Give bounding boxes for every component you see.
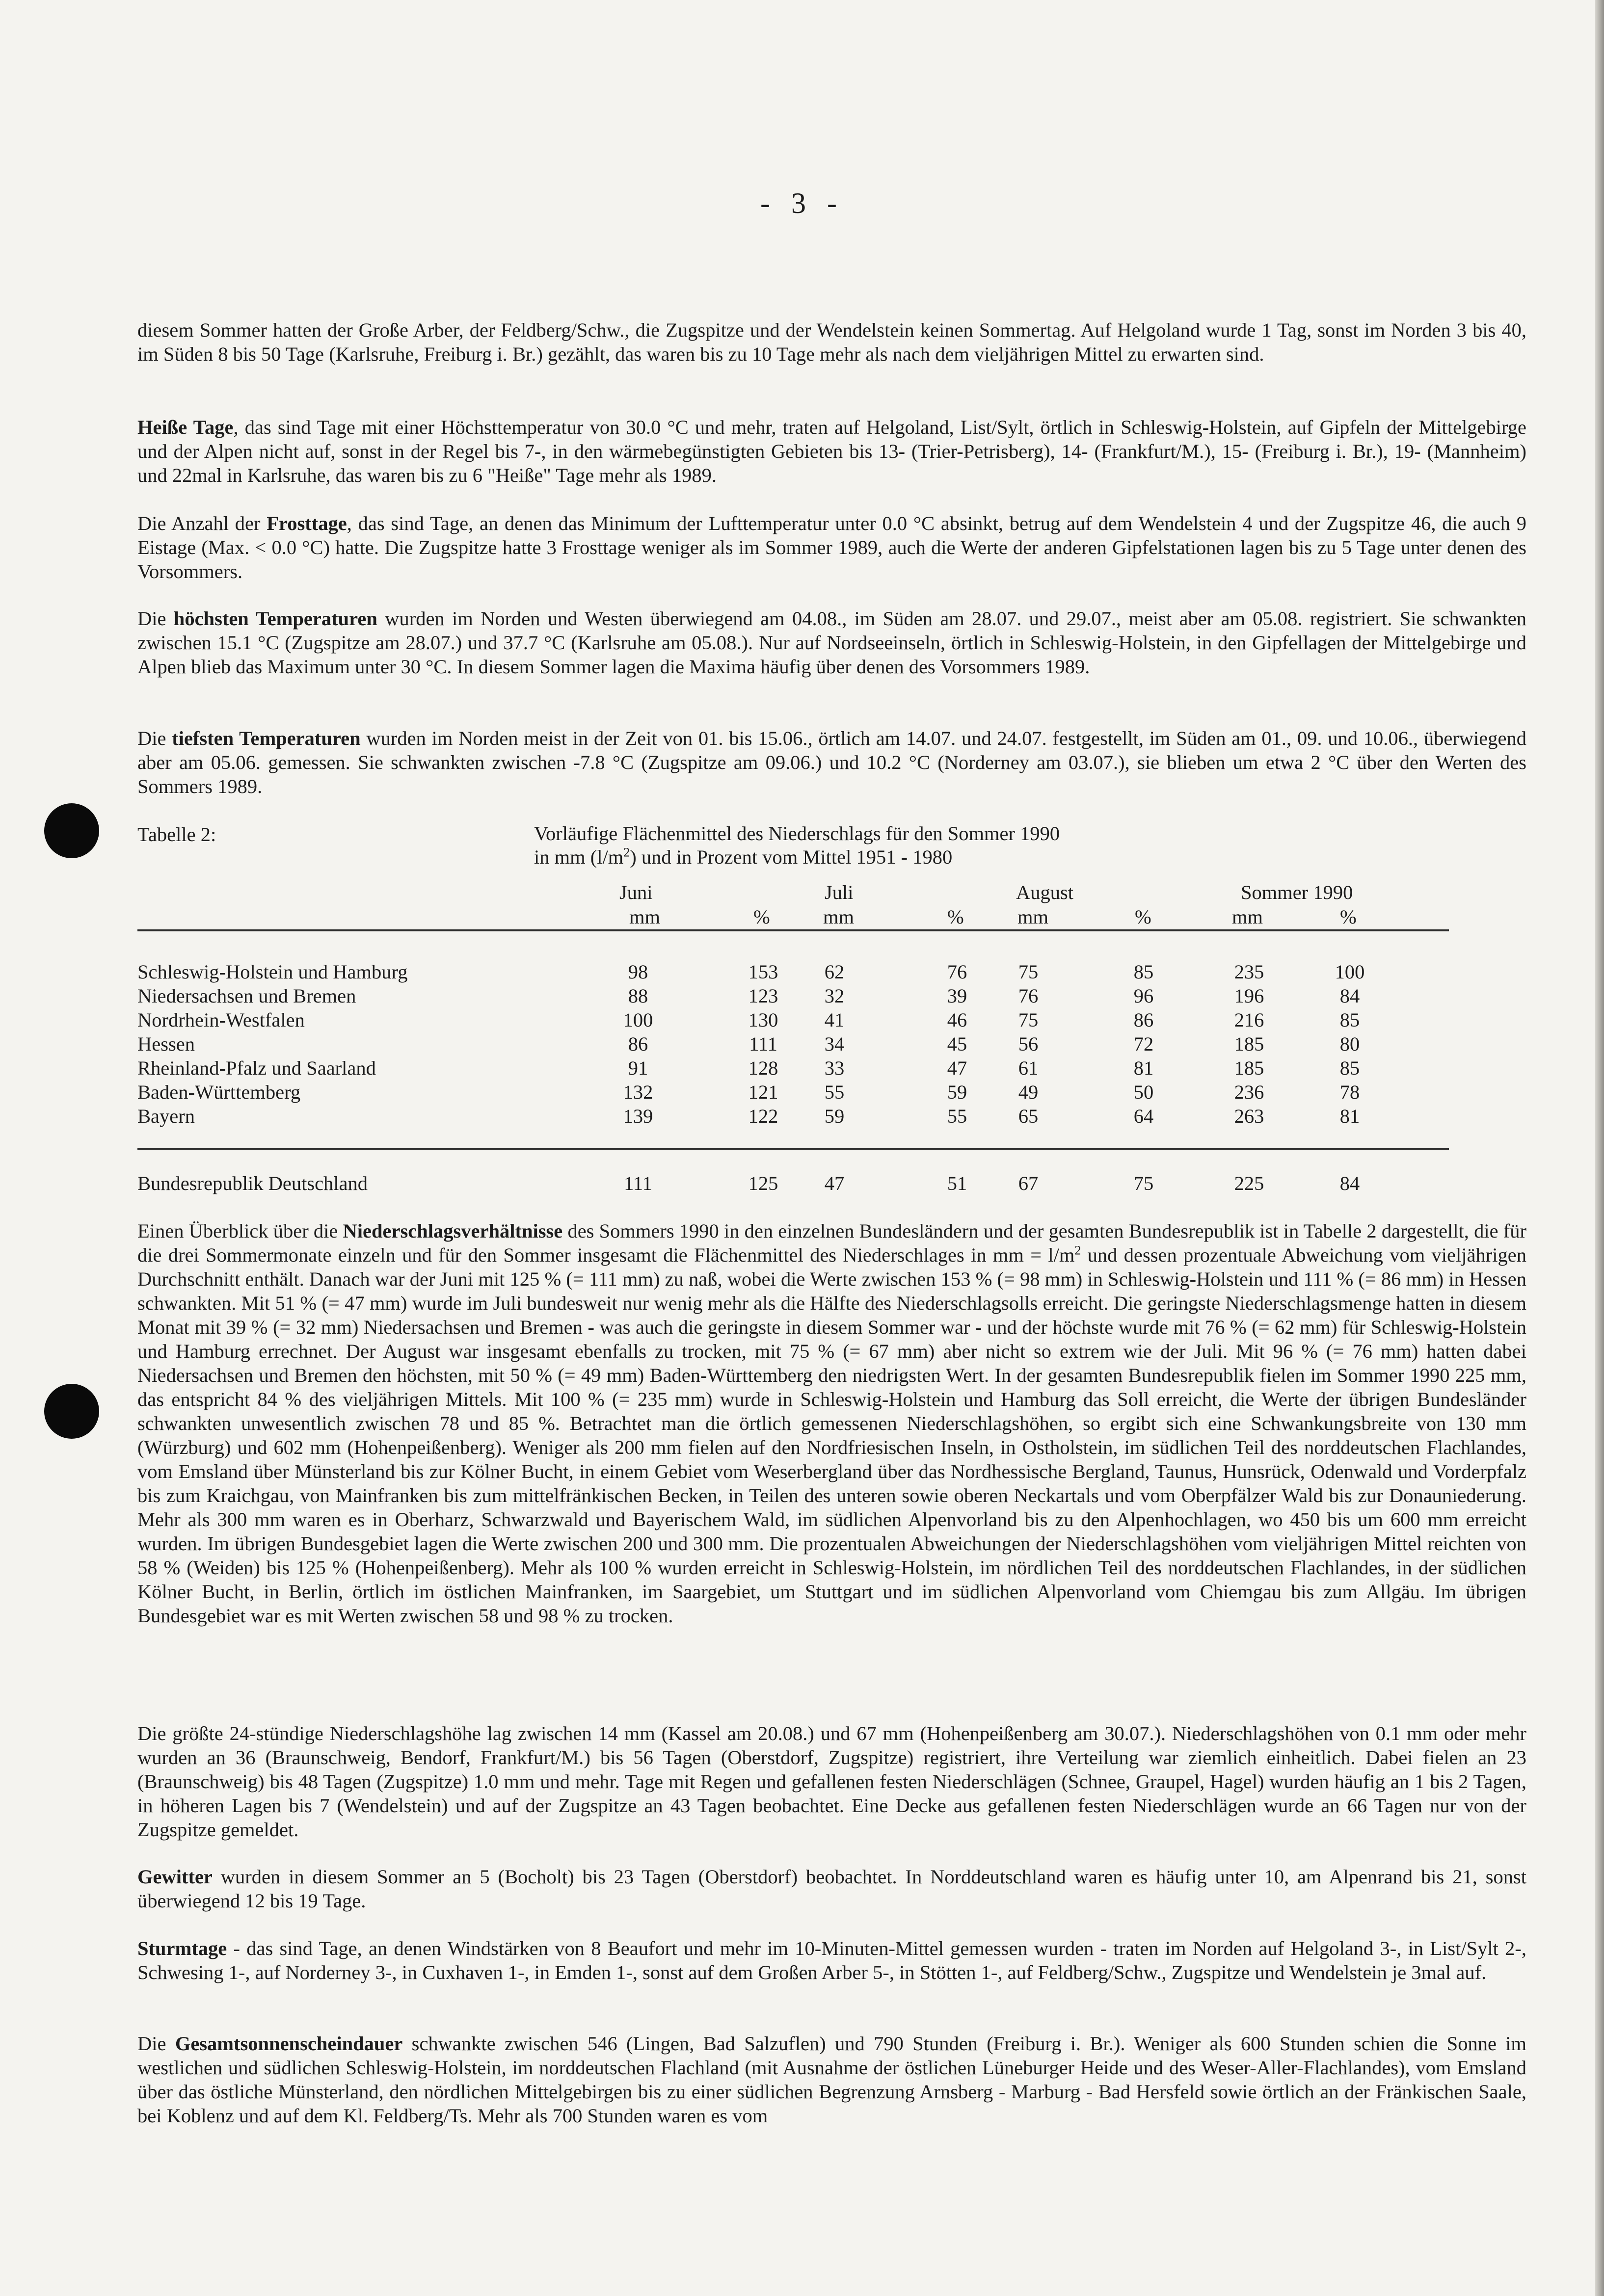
paragraph-text: schwankte zwischen 546 (Lingen, Bad Salzuflen) und 790 Stunden (Freiburg i. Br.). Weniger als 600 Stunden schien die Sonne im westlichen und südlichen Schleswig-Holstein, im norddeutschen Flachland (mit Ausnahme der östlichen Lüneburger Heide und des Weser-Aller-Flachlandes), vom Emsland über das östliche Münsterland, den nördlichen Mittelgebirgen bis zu einer südlichen Begrenzung Arnsberg - Marburg - Bad Hersfeld sowie örtlich an der Fränkischen Saale, bei Koblenz und auf dem Kl. Feldberg/Ts. Mehr als 700 Stunden waren es vom (137, 2032, 1526, 2127)
paragraph-summer-days (137, 318, 1526, 366)
row-label: Bayern (137, 1105, 195, 1127)
paragraph-text: Die größte 24-stündige Niederschlagshöhe lag zwischen 14 mm (Kassel am 20.08.) und 67 mm (Hohenpeißenberg am 30.07.). Niederschlagshöhen von 0.1 mm oder mehr wurden an 36 (Braunschweig, Bendorf, Frankfurt/M.) bis 56 Tagen (Oberstdorf, Zugspitze) registriert, ihre Verteilung war ziemlich einheitlich. Dabei fielen an 23 (Braunschweig) bis 48 Tagen (Zugspitze) 1.0 mm und mehr. Tage mit Regen und gefallenen festen Niederschlägen (Schnee, Graupel, Hagel) wurden häufig an 1 bis 2 Tagen, in höheren Lagen bis 7 (Wendelstein) und auf der Zugspitze an 43 Tagen beobachtet. Eine Decke aus gefallenen festen Niederschlägen wurde an 66 Tagen nur von der Zugspitze gemeldet. (137, 1722, 1526, 1841)
table-cell: 153 (748, 961, 778, 983)
table-cell: 139 (623, 1105, 653, 1127)
paragraph-storm-days (137, 1936, 1526, 1984)
paragraph-text: und dessen prozentuale Abweichung vom vieljährigen Durchschnitt enthält. Danach war der Juni mit 125 % (= 111 mm) zu naß, wobei die Werte zwischen 153 % (= 98 mm) in Schleswig-Holstein und 111 % (= 86 mm) in Hessen schwankten. Mit 51 % (= 47 mm) wurde im Juli bundesweit nur wenig mehr als die Hälfte des Niederschlagsolls erreicht. Die geringste Niederschlagsmenge hatten in diesem Monat mit 39 % (= 32 mm) Niedersachsen und Bremen - was auch die geringste in diesem Sommer war - und der höchste wurde mit 76 % (= 62 mm) für Schleswig-Holstein und Hamburg errechnet. Der August war insgesamt ebenfalls zu trocken, mit 75 % (= 67 mm) aber nicht so extrem wie der Juli. Mit 96 % (= 76 mm) hatten dabei Niedersachsen und Bremen den höchsten, mit 50 % (= 49 mm) Baden-Württemberg den niedrigsten Wert. In der gesamten Bundesrepublik fielen im Sommer 1990 225 mm, das entspricht 84 % des vieljährigen Mittels. Mit 100 % (= 235 mm) wurde in Schleswig-Holstein und Hamburg das Soll erreicht, die Werte der übrigen Bundesländer schwankten unwesentlich zwischen 78 und 85 %. Betrachtet man die örtlich gemessenen Niederschlagshöhen, so ergibt sich eine Schwankungsbreite von 130 mm (Würzburg) und 602 mm (Hohenpeißenberg). Weniger als 200 mm fielen auf den Nordfriesischen Inseln, in Ostholstein, im südlichen Teil des norddeutschen Flachlandes, vom Emsland über Münsterland bis zur Kölner Bucht, in einem Gebiet vom Weserbergland über das Nordhessische Bergland, Taunus, Hunsrück, Odenwald und Vorderpfalz bis zum Kraichgau, von Mainfranken bis zum mittelfränkischen Becken, in Teilen des unteren sowie oberen Neckartals und vom Oberpfälzer Wald bis zur Donauniederung. Mehr als 300 mm waren es in Oberharz, Schwarzwald und Bayerischem Wald, im südlichen Alpenvorland bis zu den Alpenhochlagen, wo 450 bis um 600 mm erreicht wurden. Im übrigen Bundesgebiet lagen die Werte zwischen 200 und 300 mm. Die prozentualen Abweichungen der Niederschlagshöhen vom vieljährigen Mittel reichten von 58 % (Weiden) bis 125 % (Hohenpeißenberg). Mehr als 100 % wurden erreicht in Schleswig-Holstein, im nördlichen Teil des norddeutschen Flachlandes, in der südlichen Kölner Bucht, in Berlin, örtlich im östlichen Mainfranken, im Saargebiet, um Stuttgart und im südlichen Alpenvorland vom Chiemgau bis zum Allgäu. Im übrigen Bundesgebiet war es mit Werten zwischen 58 und 98 % zu trocken. (137, 1244, 1526, 1627)
table-cell: 45 (947, 1033, 967, 1055)
term-heading: tiefsten Temperaturen (172, 727, 361, 749)
table-cell: 86 (628, 1033, 648, 1055)
table-cell: 85 (1339, 1057, 1360, 1079)
paragraph-intro: Die Anzahl der (137, 512, 267, 534)
table-cell: 49 (1018, 1081, 1039, 1103)
table-cell: 132 (623, 1081, 653, 1103)
table-cell: 185 (1234, 1057, 1264, 1079)
paragraph-max-temperatures (137, 607, 1526, 679)
table-cell: 196 (1234, 985, 1264, 1007)
table-cell: 81 (1339, 1105, 1360, 1127)
table-cell: 76 (947, 961, 967, 983)
table-row (137, 1008, 1526, 1033)
paragraph-intro: Die (137, 727, 172, 749)
table-cell: 75 (1018, 1009, 1039, 1031)
table-total-row (137, 1172, 1526, 1196)
table-cell: 47 (824, 1172, 845, 1194)
column-unit: % (947, 906, 964, 928)
table-cell: 33 (824, 1057, 845, 1079)
caption-superscript: 2 (623, 845, 630, 860)
table-cell: 41 (824, 1009, 845, 1031)
table-cell: 130 (748, 1009, 778, 1031)
table-cell: 47 (947, 1057, 967, 1079)
table-cell: 263 (1234, 1105, 1264, 1127)
page-edge (1595, 0, 1604, 2296)
table-cell: 125 (748, 1172, 778, 1194)
table-cell: 122 (748, 1105, 778, 1127)
paragraph-thunderstorms (137, 1865, 1526, 1913)
column-group-juli: Juli (825, 881, 854, 903)
table-cell: 111 (749, 1033, 777, 1055)
column-unit: mm (629, 906, 661, 928)
table-cell: 61 (1018, 1057, 1039, 1079)
paragraph-sunshine (137, 2032, 1526, 2128)
paragraph-text: - das sind Tage, an denen Windstärken von 8 Beaufort und mehr im 10-Minuten-Mittel gemessen wurden - traten im Norden auf Helgoland 3-, in List/Sylt 2-, Schwesing 1-, auf Norderney 3-, in Cuxhaven 1-, in Emden 1-, sonst auf dem Großen Arber 5-, in Stötten 1-, auf Feldberg/Schw., Zugspitze und Wendelstein je 3mal auf. (137, 1937, 1526, 1983)
paragraph-min-temperatures (137, 726, 1526, 798)
paragraph-hot-days (137, 415, 1526, 487)
table-cell: 55 (947, 1105, 967, 1127)
column-group-august: August (1016, 881, 1074, 903)
table-cell: 59 (824, 1105, 845, 1127)
term-heading: Frosttage (267, 512, 347, 534)
table-row (137, 1032, 1526, 1057)
table-cell: 100 (623, 1009, 653, 1031)
table-cell: 86 (1133, 1009, 1154, 1031)
table-cell: 72 (1133, 1033, 1154, 1055)
term-heading: Gesamtsonnenscheindauer (175, 2032, 403, 2055)
column-unit: % (1340, 906, 1357, 928)
table-total-rule (137, 1148, 1449, 1150)
term-heading: Niederschlagsverhältnisse (343, 1220, 563, 1242)
column-unit: mm (823, 906, 855, 928)
table-cell: 235 (1234, 961, 1264, 983)
row-label: Schleswig-Holstein und Hamburg (137, 961, 408, 983)
column-group-sommer: Sommer 1990 (1241, 881, 1353, 903)
table-cell: 121 (748, 1081, 778, 1103)
table-row (137, 960, 1526, 985)
term-heading: höchsten Temperaturen (173, 607, 377, 630)
row-label: Baden-Württemberg (137, 1081, 301, 1103)
paragraph-text: , das sind Tage mit einer Höchsttemperatur von 30.0 °C und mehr, traten auf Helgoland, List/Sylt, örtlich in Schleswig-Holstein, auf Gipfeln der Mittelgebirge und der Alpen nicht auf, sonst in der Regel bis 7-, in den wärmebegünstigten Gebieten bis 13- (Trier-Petrisberg), 14- (Frankfurt/M.), 15- (Freiburg i. Br.), 19- (Mannheim) und 22mal in Karlsruhe, das waren bis zu 6 "Heiße" Tage mehr als 1989. (137, 416, 1527, 486)
table-cell: 64 (1133, 1105, 1154, 1127)
column-unit: % (1135, 906, 1151, 928)
table-cell: 39 (947, 985, 967, 1007)
punch-hole-bottom (44, 1384, 99, 1439)
table-cell: 56 (1018, 1033, 1039, 1055)
paragraph-text: wurden im Norden meist in der Zeit von 01. bis 15.06., örtlich am 14.07. und 24.07. festgestellt, im Süden am 01., 09. und 10.06., überwiegend aber am 05.06. gemessen. Sie schwankten zwischen -7.8 °C (Zugspitze am 09.06.) und 10.2 °C (Norderney am 03.07.), sie blieben um etwa 2 °C über den Werten des Sommers 1989. (137, 727, 1526, 797)
paragraph-intro: Die (137, 607, 174, 630)
caption-text: ) und in Prozent vom Mittel 1951 - 1980 (630, 846, 953, 868)
table-row (137, 984, 1526, 1009)
paragraph-text: , das sind Tage, an denen das Minimum der Lufttemperatur unter 0.0 °C absinkt, betrug auf dem Wendelstein 4 und der Zugspitze 46, die auch 9 Eistage (Max. < 0.0 °C) hatte. Die Zugspitze hatte 3 Frosttage weniger als im Sommer 1989, auch die Werte der anderen Gipfelstationen lagen bis zu 5 Tage unter denen des Vorsommers. (137, 512, 1527, 582)
table-cell: 88 (628, 985, 648, 1007)
paragraph-intro: Einen Überblick über die (137, 1220, 343, 1242)
table-cell: 75 (1133, 1172, 1154, 1194)
paragraph-frost-days (137, 511, 1526, 583)
table-cell: 111 (624, 1172, 652, 1194)
table-cell: 51 (947, 1172, 967, 1194)
table-cell: 65 (1018, 1105, 1039, 1127)
term-heading: Gewitter (137, 1866, 213, 1888)
table-cell: 91 (628, 1057, 648, 1079)
table-cell: 75 (1018, 961, 1039, 983)
paragraph-intro: Die (137, 2032, 175, 2055)
table-cell: 67 (1018, 1172, 1039, 1194)
table-cell: 59 (947, 1081, 967, 1103)
table-cell: 236 (1234, 1081, 1264, 1103)
row-label: Rheinland-Pfalz und Saarland (137, 1057, 376, 1079)
table-cell: 100 (1335, 961, 1365, 983)
table-cell: 78 (1339, 1081, 1360, 1103)
table-cell: 225 (1234, 1172, 1264, 1194)
table-cell: 123 (748, 985, 778, 1007)
table-cell: 80 (1339, 1033, 1360, 1055)
row-label: Bundesrepublik Deutschland (137, 1172, 368, 1194)
table-header-rule (137, 929, 1449, 931)
table-row (137, 1081, 1526, 1105)
paragraph-text: wurden in diesem Sommer an 5 (Bocholt) bis 23 Tagen (Oberstdorf) beobachtet. In Norddeutschland waren es häufig unter 10, am Alpenrand bis 21, sonst überwiegend 12 bis 19 Tage. (137, 1866, 1526, 1912)
table-caption-line1: Vorläufige Flächenmittel des Niederschlags für den Sommer 1990 (534, 822, 1060, 845)
punch-hole-top (44, 803, 99, 858)
paragraph-daily-precipitation (137, 1721, 1526, 1842)
table-cell: 85 (1339, 1009, 1360, 1031)
paragraph-precipitation (137, 1219, 1526, 1628)
table-caption-line2 (534, 845, 1060, 869)
table-caption (534, 822, 1060, 869)
table-cell: 96 (1133, 985, 1154, 1007)
table-cell: 185 (1234, 1033, 1264, 1055)
term-heading: Sturmtage (137, 1937, 227, 1959)
table-cell: 76 (1018, 985, 1039, 1007)
table-label: Tabelle 2: (137, 823, 216, 845)
row-label: Hessen (137, 1033, 195, 1055)
table-cell: 55 (824, 1081, 845, 1103)
term-heading: Heiße Tage (137, 416, 234, 438)
paragraph-text: diesem Sommer hatten der Große Arber, der Feldberg/Schw., die Zugspitze und der Wendelstein keinen Sommertag. Auf Helgoland wurde 1 Tag, sonst im Norden 3 bis 40, im Süden 8 bis 50 Tage (Karlsruhe, Freiburg i. Br.) gezählt, das waren bis zu 10 Tage mehr als nach dem vieljährigen Mittel zu erwarten sind. (137, 319, 1526, 365)
row-label: Niedersachsen und Bremen (137, 985, 356, 1007)
table-cell: 84 (1339, 1172, 1360, 1194)
table-cell: 85 (1133, 961, 1154, 983)
table-cell: 34 (824, 1033, 845, 1055)
page-number: - 3 - (760, 187, 844, 219)
column-group-juni: Juni (619, 881, 653, 903)
paragraph-text: wurden im Norden und Westen überwiegend am 04.08., im Süden am 28.07. und 29.07., meist aber am 05.08. registriert. Sie schwankten zwischen 15.1 °C (Zugspitze am 28.07.) und 37.7 °C (Karlsruhe am 05.08.). Nur auf Nordseeinseln, örtlich in Schleswig-Holstein, in den Gipfellagen der Mittelgebirge und Alpen blieb das Maximum unter 30 °C. In diesem Sommer lagen die Maxima häufig über denen des Vorsommers 1989. (137, 607, 1526, 678)
row-label: Nordrhein-Westfalen (137, 1009, 305, 1031)
column-unit: % (753, 906, 770, 928)
table-cell: 98 (628, 961, 648, 983)
table-cell: 84 (1339, 985, 1360, 1007)
table-cell: 81 (1133, 1057, 1154, 1079)
table-row (137, 1056, 1526, 1081)
table-cell: 216 (1234, 1009, 1264, 1031)
table-cell: 46 (947, 1009, 967, 1031)
superscript: 2 (1074, 1243, 1081, 1258)
table-cell: 50 (1133, 1081, 1154, 1103)
table-cell: 128 (748, 1057, 778, 1079)
table-cell: 62 (824, 961, 845, 983)
column-unit: mm (1017, 906, 1049, 928)
table-cell: 32 (824, 985, 845, 1007)
column-unit: mm (1232, 906, 1263, 928)
table-row (137, 1105, 1526, 1129)
caption-text: in mm (l/m (534, 846, 624, 868)
paragraph-text: des Sommers 1990 in den einzelnen Bundesländern und der gesamten Bundesrepublik ist in Tabelle 2 dargestellt, die für die drei Sommermonate einzeln und für den Sommer insgesamt die Flächenmittel des Niederschlages in mm = l/m (137, 1220, 1526, 1266)
